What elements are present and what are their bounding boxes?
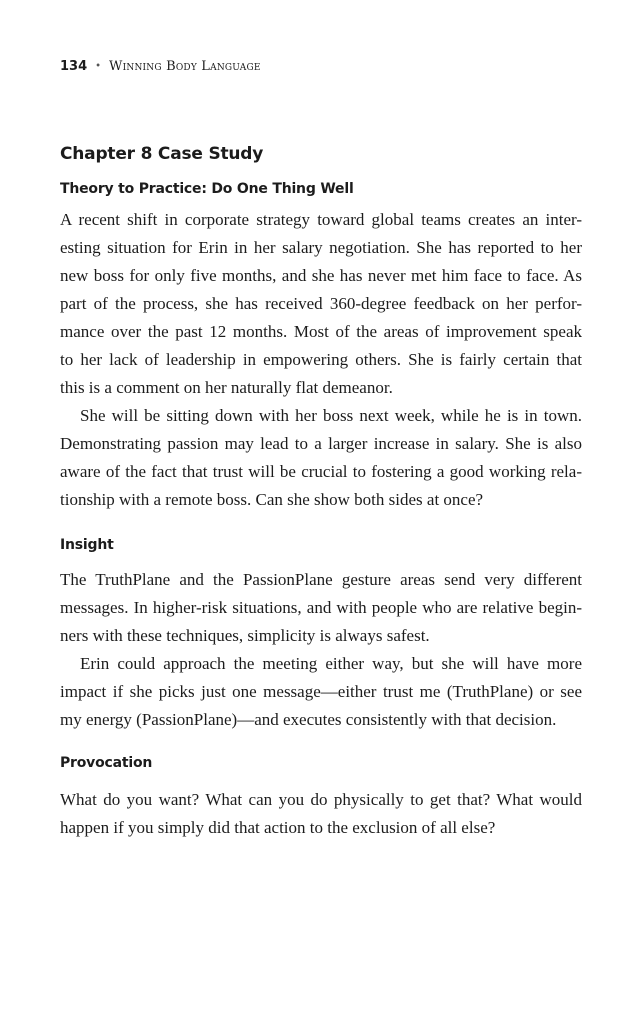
section-heading-insight: Insight [60, 537, 114, 553]
text-line: She will be sitting down with her boss next week, while he is in town. [80, 406, 582, 425]
text-line: part of the process, she has received 360-degree feedback on her perfor- [60, 294, 582, 313]
text-line: ners with these techniques, simplicity is always safest. [60, 626, 430, 645]
text-line: The TruthPlane and the PassionPlane gesture areas send very different [60, 570, 582, 589]
text-line: impact if she picks just one message—either trust me (TruthPlane) or see [60, 682, 582, 701]
paragraph [60, 566, 582, 650]
paragraph [60, 402, 582, 514]
text-line: A recent shift in corporate strategy toward global teams creates an inter- [60, 210, 582, 229]
running-head [60, 58, 261, 76]
text-line: Erin could approach the meeting either way, but she will have more [80, 654, 582, 673]
bullet-separator: • [95, 61, 102, 72]
paragraph [60, 206, 582, 402]
section-heading-provocation: Provocation [60, 755, 153, 771]
text-line: this is a comment on her naturally flat demeanor. [60, 378, 393, 397]
page-number: 134 [60, 59, 88, 74]
text-line: messages. In higher-risk situations, and with people who are relative begin- [60, 598, 582, 617]
text-line: happen if you simply did that action to the exclusion of all else? [60, 818, 496, 837]
book-title: Winning Body Language [109, 59, 261, 74]
text-line: What do you want? What can you do physically to get that? What would [60, 790, 582, 809]
paragraph [60, 786, 582, 842]
paragraph [60, 650, 582, 734]
text-line: my energy (PassionPlane)—and executes consistently with that decision. [60, 710, 557, 729]
text-line: new boss for only five months, and she has never met him face to face. As [60, 266, 582, 285]
chapter-title: Chapter 8 Case Study [60, 144, 264, 164]
text-line: to her lack of leadership in empowering others. She is fairly certain that [60, 350, 582, 369]
text-line: Demonstrating passion may lead to a larger increase in salary. She is also [60, 434, 582, 453]
text-line: esting situation for Erin in her salary negotiation. She has reported to her [60, 238, 582, 257]
text-line: tionship with a remote boss. Can she show both sides at once? [60, 490, 484, 509]
section-heading-theory-to-practice: Theory to Practice: Do One Thing Well [60, 181, 354, 197]
text-line: aware of the fact that trust will be crucial to fostering a good working rela- [60, 462, 582, 481]
text-line: mance over the past 12 months. Most of the areas of improvement speak [60, 322, 582, 341]
